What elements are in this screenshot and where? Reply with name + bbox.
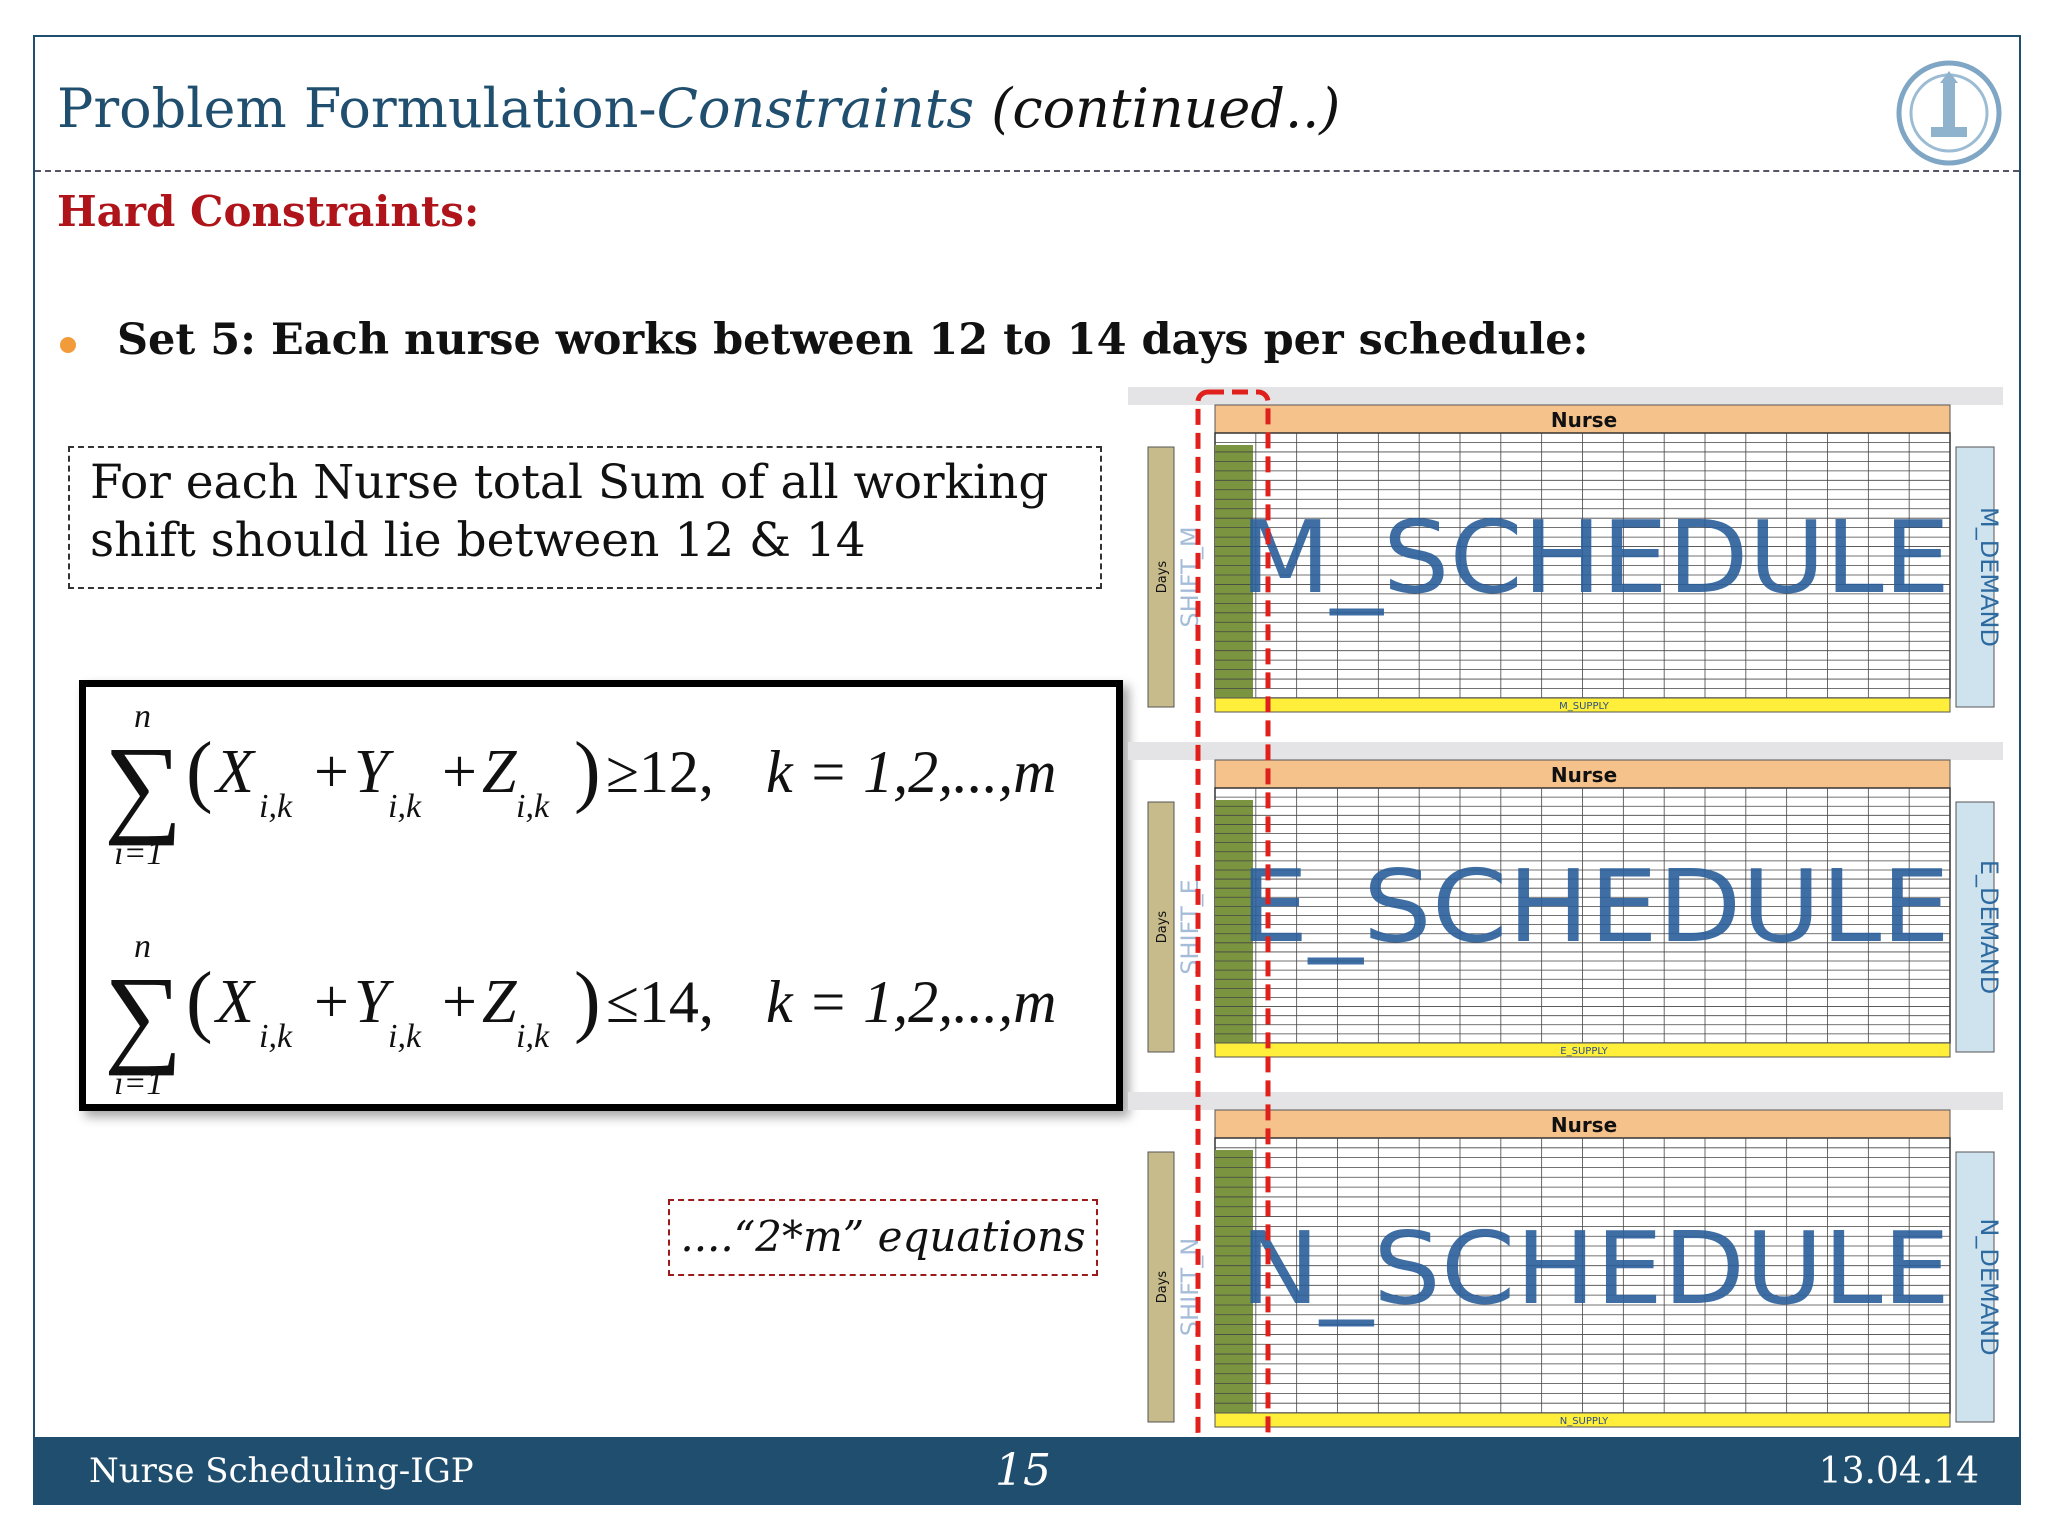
title-italic: Constraints — [656, 77, 975, 140]
equation-1 — [104, 698, 1056, 872]
sub-y-2: i,k — [388, 1018, 422, 1055]
title-continued: (continued..) — [974, 77, 1341, 140]
demand-label: M_DEMAND — [1975, 507, 2003, 647]
sum-upper-1: n — [134, 698, 151, 735]
paren-close-1: ) — [574, 727, 601, 815]
relation-2: ≤14, — [606, 969, 714, 1035]
footer-date: 13.04.14 — [1818, 1451, 1979, 1492]
schedule-label: E_SCHEDULE — [1240, 848, 1950, 965]
plus-2b: + — [442, 968, 477, 1036]
sigma-2: ∑ — [104, 954, 183, 1076]
range-1: k = 1,2,...,m — [766, 739, 1057, 805]
plus-1b: + — [442, 738, 477, 806]
nurse-header-label: Nurse — [1550, 1113, 1618, 1137]
days-axis-label: Days — [1155, 560, 1170, 594]
var-x-2: X — [216, 968, 254, 1036]
supply-label: E_SUPPLY — [1560, 1046, 1608, 1057]
slide-title — [57, 77, 1340, 140]
schedule-panel-2 — [1128, 742, 2003, 1057]
equation-2 — [104, 928, 1056, 1102]
schedule-screenshots — [1128, 387, 2003, 1447]
footer-title: Nurse Scheduling-IGP — [89, 1451, 474, 1491]
paren-open-1: ( — [186, 727, 213, 815]
demand-label: E_DEMAND — [1975, 859, 2003, 995]
description-box: For each Nurse total Sum of all working shift should lie between 12 & 14 — [68, 446, 1102, 589]
shift-label: SHIFT_M — [1176, 526, 1204, 628]
slide — [33, 35, 2021, 1505]
days-axis-label: Days — [1155, 910, 1170, 944]
sigma-1: ∑ — [104, 724, 183, 846]
panel-top-strip — [1128, 742, 2003, 760]
nurse-header-label: Nurse — [1550, 408, 1618, 432]
page-number: 15 — [995, 1445, 1051, 1496]
var-y-2: Y — [354, 968, 389, 1036]
panel-top-strip — [1128, 1092, 2003, 1110]
institute-logo — [1893, 57, 2005, 169]
plus-1a: + — [314, 738, 349, 806]
equations — [86, 687, 1116, 1104]
sum-lower-2: i=1 — [114, 1065, 164, 1102]
sub-z-1: i,k — [516, 788, 550, 825]
schedule-panel-1 — [1128, 387, 2003, 712]
plus-2a: + — [314, 968, 349, 1036]
section-heading: Hard Constraints: — [57, 187, 480, 236]
var-z-2: Z — [482, 968, 517, 1036]
shift-label: SHIFT_N — [1176, 1237, 1204, 1337]
var-x-1: X — [216, 738, 254, 806]
schedule-panel-3 — [1128, 1092, 2003, 1427]
schedule-label: M_SCHEDULE — [1240, 499, 1950, 616]
equation-box — [79, 680, 1123, 1111]
range-2: k = 1,2,...,m — [766, 969, 1057, 1035]
paren-open-2: ( — [186, 957, 213, 1045]
sub-x-2: i,k — [259, 1018, 293, 1055]
paren-close-2: ) — [574, 957, 601, 1045]
nurse-header-label: Nurse — [1550, 763, 1618, 787]
sum-upper-2: n — [134, 928, 151, 965]
shift-label: SHIFT_E — [1176, 879, 1204, 975]
days-axis-label: Days — [1155, 1270, 1170, 1304]
var-y-1: Y — [354, 738, 389, 806]
bullet-icon — [60, 337, 76, 353]
supply-label: N_SUPPLY — [1559, 1416, 1609, 1427]
demand-label: N_DEMAND — [1975, 1218, 2003, 1356]
relation-1: ≥12, — [606, 739, 714, 805]
sub-z-2: i,k — [516, 1018, 550, 1055]
var-z-1: Z — [482, 738, 517, 806]
title-divider — [35, 170, 2019, 172]
title-main: Problem Formulation- — [57, 77, 657, 140]
footer — [35, 1437, 2019, 1505]
schedule-label: N_SCHEDULE — [1240, 1210, 1950, 1327]
sub-y-1: i,k — [388, 788, 422, 825]
sum-lower-1: i=1 — [114, 835, 164, 872]
supply-label: M_SUPPLY — [1559, 701, 1609, 712]
equations-note: ....“2*m” equations — [668, 1199, 1098, 1276]
bullet-text: Set 5: Each nurse works between 12 to 14 days per schedule: — [117, 315, 1589, 365]
sub-x-1: i,k — [259, 788, 293, 825]
